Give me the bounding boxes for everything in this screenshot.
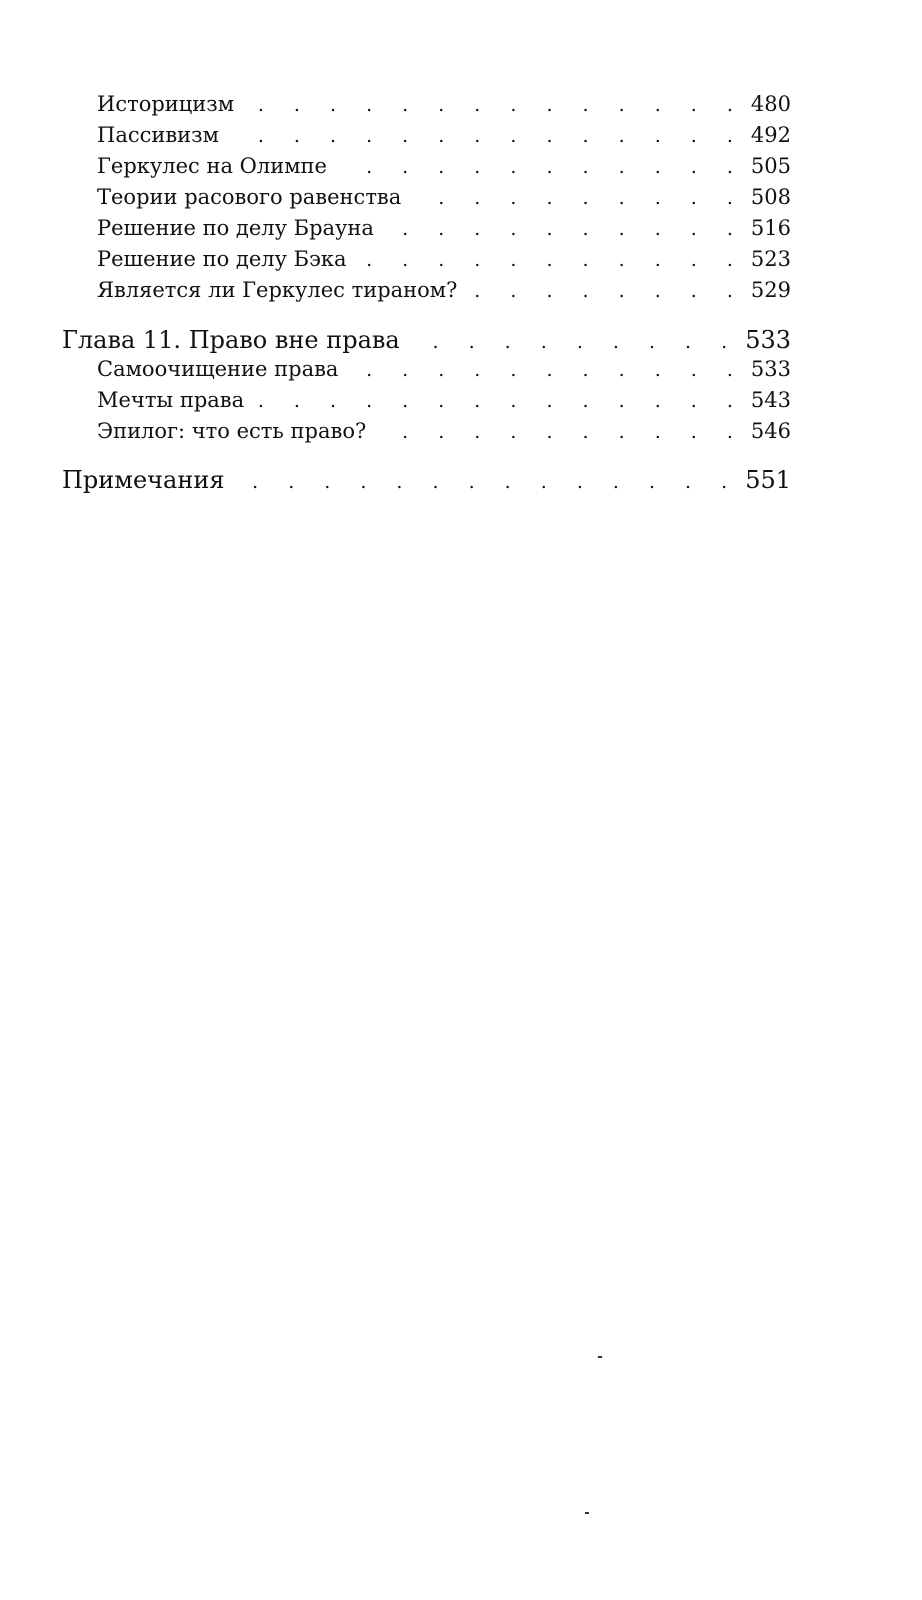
toc-entry[interactable] (97, 278, 791, 310)
toc-entry[interactable] (97, 154, 791, 186)
toc-entry-page: 533 (750, 357, 791, 381)
dot-leader (227, 125, 745, 147)
toc-entry[interactable] (97, 357, 791, 389)
toc-entry-page: 546 (750, 419, 791, 443)
toc-entry[interactable] (97, 216, 791, 248)
dot-leader (355, 249, 745, 271)
toc-entry-page: 480 (750, 92, 791, 116)
dot-leader (242, 94, 745, 116)
dot-leader (346, 359, 744, 381)
dot-leader (465, 280, 745, 302)
toc-entry-title: Самоочищение права (97, 357, 339, 381)
toc-entry-page: 492 (750, 123, 791, 147)
scan-speck (598, 1356, 602, 1358)
toc-entry[interactable] (97, 92, 791, 124)
scan-speck (585, 1512, 589, 1514)
toc-chapter-entry[interactable] (62, 326, 791, 358)
toc-entry-title: Историцизм (97, 92, 235, 116)
dot-leader (232, 471, 739, 493)
toc-entry-title: Геркулес на Олимпе (97, 154, 327, 178)
toc-entry-page: 505 (750, 154, 791, 178)
dot-leader (252, 390, 745, 412)
toc-entry[interactable] (97, 123, 791, 155)
toc-entry-page: 523 (750, 247, 791, 271)
dot-leader (374, 421, 745, 443)
toc-entry-title: Является ли Геркулес тираном? (97, 278, 458, 302)
toc-entry[interactable] (97, 419, 791, 451)
toc-entry-page: 508 (750, 185, 791, 209)
dot-leader (382, 218, 745, 240)
toc-entry[interactable] (97, 388, 791, 420)
toc-entry-page: 529 (750, 278, 791, 302)
toc-entry-title: Решение по делу Бэка (97, 247, 347, 271)
dot-leader (409, 187, 745, 209)
toc-entry-page: 543 (750, 388, 791, 412)
toc-entry-title: Решение по делу Брауна (97, 216, 374, 240)
toc-notes-title: Примечания (62, 466, 225, 494)
toc-entry-title: Теории расового равенства (97, 185, 402, 209)
toc-entry[interactable] (97, 185, 791, 217)
toc-entry-title: Эпилог: что есть право? (97, 419, 367, 443)
toc-entry-title: Мечты права (97, 388, 245, 412)
dot-leader (335, 156, 745, 178)
toc-notes-page: 551 (745, 466, 791, 494)
toc-chapter-title: Глава 11. Право вне права (62, 326, 400, 354)
dot-leader (408, 331, 739, 353)
toc-notes-entry[interactable] (62, 466, 791, 498)
toc-entry-title: Пассивизм (97, 123, 219, 147)
toc-chapter-page: 533 (745, 326, 791, 354)
toc-entry-page: 516 (750, 216, 791, 240)
toc-entry[interactable] (97, 247, 791, 279)
